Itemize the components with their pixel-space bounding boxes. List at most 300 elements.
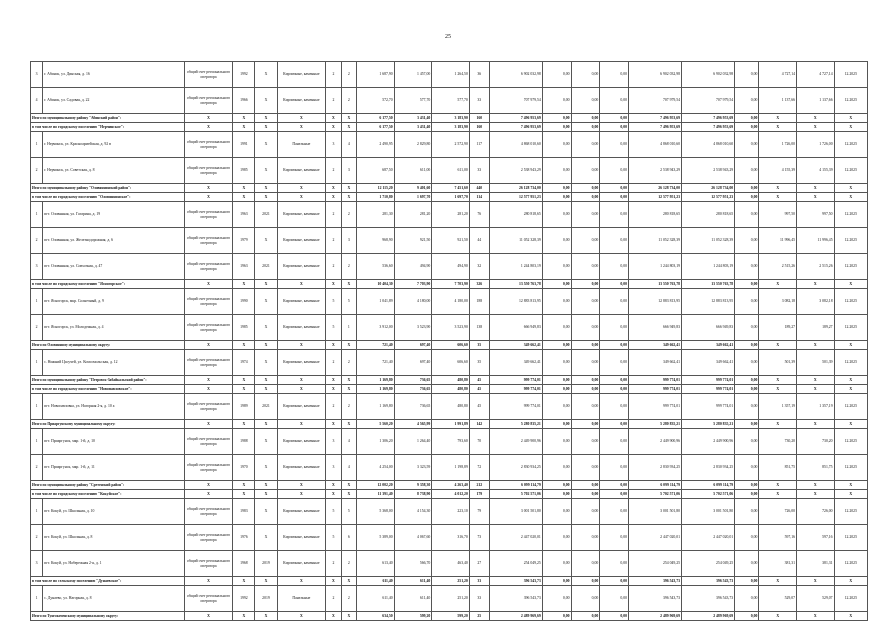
table-cell: 1 169,80 [357,376,395,385]
table-cell: 597,16 [759,525,797,551]
table-cell: Х [834,577,867,586]
table-cell: 0,00 [600,158,629,184]
table-cell: Х [184,114,233,123]
table-cell: Х [233,341,255,350]
table-cell: 2021 [255,202,277,228]
table-cell: 396 543,73 [629,577,682,586]
table-cell: Х [834,385,867,394]
table-cell: 1 [31,289,43,315]
table-cell: 12.2025 [834,455,867,481]
table-cell: 3 001 501,80 [489,499,542,525]
table-cell: общий счет регионального оператора [184,132,233,158]
table-cell: 13 550 763,78 [629,280,682,289]
table-cell: Х [797,612,835,621]
table-cell: 0,00 [600,289,629,315]
table-cell: 1 457,00 [394,62,432,88]
table-cell: Кирпичные, каменные [277,228,326,254]
table-cell: 2 [326,394,341,420]
table-cell: 4 155,39 [797,158,835,184]
table-cell: пгт. Новопавловка, ул. Нагорная 2-я, д. 10 а [43,394,185,420]
table-cell: 3 001 501,80 [682,499,735,525]
table-cell: 611,40 [394,586,432,612]
table-cell: 1 [31,132,43,158]
table-cell: Х [255,132,277,158]
table-cell: Х [255,289,277,315]
table-cell: 5 702 571,06 [682,490,735,499]
table-cell: 0,00 [600,132,629,158]
table-cell: 1 264,40 [394,429,432,455]
table-cell: 0,00 [735,123,759,132]
table-cell: Х [255,280,277,289]
table-cell: 0,00 [600,350,629,376]
table-cell: 0,00 [571,551,600,577]
table-cell: 2 830 934,25 [682,455,735,481]
table-cell: 45 [469,385,489,394]
table-body [31,62,868,621]
table-cell: Х [834,376,867,385]
table-cell: общий счет регионального оператора [184,455,233,481]
table-cell: 4 155,39 [759,158,797,184]
table-cell: 1 357,19 [759,394,797,420]
table-cell: Х [797,184,835,193]
table-cell: 501,39 [759,350,797,376]
table-cell: с. Дунаево, ул. Нагорная, д. 8 [43,586,185,612]
table-cell: 1992 [233,586,255,612]
table-cell: пгт. Ясногорск, ул. Молодежная, д. 4 [43,315,185,341]
table-cell: 5 389,00 [357,525,395,551]
table-cell: 0,00 [600,586,629,612]
table-cell: 1983 [233,499,255,525]
total-row [31,481,868,490]
table-cell: 160 [469,123,489,132]
table-cell: 0,00 [571,280,600,289]
table-cell: 3 523,90 [394,315,432,341]
table-row [31,525,868,551]
table-cell: 577,70 [432,88,470,114]
group-label: Итого по Оловянному муниципальному округу: [31,341,185,350]
table-row [31,586,868,612]
table-cell: Х [341,420,356,429]
group-label: Итого по муниципальному району "Оловяннинский район": [31,184,185,193]
table-cell: 0,00 [542,481,571,490]
table-cell: 0,00 [600,62,629,88]
table-cell: пгт. Приаргунск, мкр. 1-й, д. 11 [43,455,185,481]
table-cell: Х [759,184,797,193]
table-cell: 494,90 [432,254,470,280]
table-cell: 1 726,00 [797,132,835,158]
table-cell: 0,00 [542,612,571,621]
table-cell: Х [233,385,255,394]
table-cell: 7 496 953,69 [629,114,682,123]
table-cell: 606,60 [432,341,470,350]
table-cell: 11 052 328,39 [489,228,542,254]
table-cell: 2019 [255,551,277,577]
table-cell: 921,50 [432,228,470,254]
table-cell: 4 [31,88,43,114]
table-cell: 44 [469,228,489,254]
table-cell: Х [797,577,835,586]
table-row [31,88,868,114]
table-cell: 0,00 [735,455,759,481]
table-cell: 280 818,65 [629,202,682,228]
table-cell: 160 [469,114,489,123]
table-cell: 1 169,80 [357,394,395,420]
table-cell: 0,00 [571,254,600,280]
table-cell: Х [326,376,341,385]
total-row [31,376,868,385]
table-cell: 0,00 [542,420,571,429]
table-cell: 2 [341,551,356,577]
subtotal-row [31,490,868,499]
table-cell: Х [341,490,356,499]
table-cell: 254 049,25 [629,551,682,577]
table-cell: 0,00 [735,350,759,376]
table-cell: 736,65 [394,385,432,394]
table-cell: 611,40 [357,586,395,612]
table-cell: г. Абинск, ул. Динская, д. 16 [43,62,185,88]
table-cell: 45 [469,394,489,420]
table-cell: Х [834,114,867,123]
table-cell: 0,00 [735,254,759,280]
table-cell: 0,00 [600,525,629,551]
table-cell: 0,00 [600,280,629,289]
table-cell: общий счет регионального оператора [184,202,233,228]
table-cell: 2 538 943,29 [489,158,542,184]
table-cell: 634,50 [357,612,395,621]
table-cell: Х [326,193,341,202]
table-cell: 6 902 032,98 [629,62,682,88]
table-cell: 0,00 [600,315,629,341]
table-cell: 0,00 [571,385,600,394]
table-cell: 2 [31,525,43,551]
table-cell: 2 [326,62,341,88]
table-cell: 0,00 [542,455,571,481]
table-cell: 2 [326,586,341,612]
table-cell: 1 697,70 [432,193,470,202]
table-row [31,394,868,420]
table-cell: Х [341,376,356,385]
table-cell: 0,00 [571,350,600,376]
table-cell: Х [834,481,867,490]
table-cell: 0,00 [735,193,759,202]
table-cell: 36 [469,62,489,88]
table-cell: 7 451,60 [432,184,470,193]
table-cell: 1979 [233,228,255,254]
table-cell: 0,00 [600,612,629,621]
table-cell: Х [255,114,277,123]
table-cell: 1 [31,429,43,455]
table-cell: 12 577 951,23 [629,193,682,202]
table-cell: 1 137,66 [759,88,797,114]
table-cell: 281,20 [432,202,470,228]
table-cell: 999 774,01 [682,376,735,385]
table-cell: Х [277,385,326,394]
table-cell: 4 180,00 [432,289,470,315]
table-cell: 72 [469,455,489,481]
table-cell: 6 902 032,98 [682,62,735,88]
table-cell: 611,00 [432,158,470,184]
table-cell: 4 868 010,60 [629,132,682,158]
table-cell: 1 244 803,19 [489,254,542,280]
table-cell: 5 280 835,21 [629,420,682,429]
table-cell: Х [759,376,797,385]
table-cell: 0,00 [571,193,600,202]
table-cell: 1 [31,586,43,612]
table-cell: 0,00 [571,341,600,350]
table-cell: Х [759,280,797,289]
table-cell: Х [184,123,233,132]
table-cell: Х [255,184,277,193]
table-cell: 463,40 [432,551,470,577]
table-cell: 4 868 010,60 [682,132,735,158]
group-label: Итого по муниципальному району "Абинский район": [31,114,185,123]
table-cell: пгт. Оловянная, ул. Железнодорожная, д. 6 [43,228,185,254]
table-cell: 12 883 813,95 [629,289,682,315]
table-cell: 5 [326,525,341,551]
table-cell: 4 565,99 [394,420,432,429]
table-cell: 3 183,90 [432,123,470,132]
table-cell: 0,00 [571,289,600,315]
table-cell: 12.2025 [834,132,867,158]
table-cell: Панельные [277,132,326,158]
table-cell: Кирпичные, каменные [277,525,326,551]
table-cell: 0,00 [735,490,759,499]
table-cell: 349 662,41 [682,341,735,350]
table-cell: 2 572,90 [432,132,470,158]
table-cell: 0,00 [600,455,629,481]
table-cell: 0,00 [542,132,571,158]
table-cell: 1990 [233,289,255,315]
total-row [31,184,868,193]
table-cell: 26 128 734,00 [682,184,735,193]
table-cell: 0,00 [542,193,571,202]
table-cell: общий счет регионального оператора [184,394,233,420]
table-cell: 349 662,41 [489,341,542,350]
table-cell: 5 702 571,06 [489,490,542,499]
table-cell: Кирпичные, каменные [277,455,326,481]
table-cell: общий счет регионального оператора [184,429,233,455]
table-cell: Х [834,193,867,202]
table-cell: пгт. Кокуй, ул. Школьная, д. 8 [43,525,185,551]
table-cell: 999 774,01 [629,394,682,420]
table-cell: 1 710,80 [357,193,395,202]
table-cell: 142 [469,420,489,429]
table-cell: Х [759,114,797,123]
table-cell: 707 979,54 [629,88,682,114]
table-cell: 0,00 [735,420,759,429]
table-cell: Х [797,280,835,289]
table-cell: Х [184,376,233,385]
table-cell: 0,00 [600,193,629,202]
table-cell: общий счет регионального оператора [184,158,233,184]
table-cell: 0,00 [571,123,600,132]
table-cell: Панельные [277,586,326,612]
table-cell: 189,27 [759,315,797,341]
table-cell: 599,20 [432,612,470,621]
table-cell: 2 [341,202,356,228]
table-cell: 999 774,01 [629,385,682,394]
table-cell: 999 774,01 [682,385,735,394]
table-cell: 12.2025 [834,202,867,228]
table-cell: 12.2025 [834,158,867,184]
table-cell: 0,00 [542,202,571,228]
table-cell: 0,00 [571,394,600,420]
table-cell: 1988 [233,429,255,455]
table-cell: 13 550 763,78 [489,280,542,289]
table-cell: Х [255,158,277,184]
table-cell: 4 868 010,60 [489,132,542,158]
group-label: в том числе по городскому поселению "Новопавловское": [31,385,185,394]
table-cell: 0,00 [571,481,600,490]
table-cell: пгт. Оловянная, ул. Гагарина, д. 19 [43,202,185,228]
table-cell: 11 052 328,39 [629,228,682,254]
table-cell: 0,00 [600,429,629,455]
table-row [31,158,868,184]
table-cell: 381,31 [797,551,835,577]
table-cell: Х [341,341,356,350]
table-cell: 613,40 [357,551,395,577]
table-cell: общий счет регионального оператора [184,254,233,280]
table-cell: 0,00 [600,341,629,350]
table-cell: 2 830 934,25 [489,455,542,481]
table-cell: 707 979,54 [682,88,735,114]
table-cell: Х [759,385,797,394]
subtotal-row [31,123,868,132]
group-label: Итого по муниципальному району "Сретенский район": [31,481,185,490]
table-cell: 3 [341,158,356,184]
group-label: в том числе по сельскому поселению "Дунаевское": [31,577,185,586]
table-cell: 0,00 [571,315,600,341]
table-cell: Х [797,376,835,385]
table-row [31,289,868,315]
table-cell: Х [797,490,835,499]
table-cell: пгт. Приаргунск, мкр. 1-й, д. 10 [43,429,185,455]
table-cell: Х [797,193,835,202]
table-cell: Х [255,455,277,481]
table-cell: 1 [341,315,356,341]
table-cell: 0,00 [600,385,629,394]
table-cell: 0,00 [542,499,571,525]
table-cell: 33 [469,88,489,114]
table-cell: Х [255,88,277,114]
table-cell: 611,00 [394,158,432,184]
table-row [31,551,868,577]
table-cell: общий счет регионального оператора [184,350,233,376]
table-cell: 3 [326,132,341,158]
table-cell: 666 949,83 [489,315,542,341]
table-cell: 2 830 934,25 [629,455,682,481]
table-cell: 12 577 951,23 [489,193,542,202]
table-cell: 1970 [233,455,255,481]
table-cell: 2 [326,88,341,114]
table-cell: 968,90 [357,228,395,254]
table-cell: 2 [341,62,356,88]
table-cell: Х [797,341,835,350]
table-cell: 3 [31,254,43,280]
table-cell: 1976 [233,525,255,551]
table-cell: 5 280 835,21 [682,420,735,429]
table-cell: 726,00 [759,499,797,525]
group-label: в том числе по городскому поселению "Оловяннинское": [31,193,185,202]
table-cell: Кирпичные, каменные [277,202,326,228]
table-cell: 0,00 [542,394,571,420]
table-cell: 0,00 [735,315,759,341]
table-cell: Кирпичные, каменные [277,394,326,420]
table-cell: Х [759,481,797,490]
table-cell: 0,00 [542,350,571,376]
table-cell: 0,00 [571,62,600,88]
group-label: Итого по Тунгокоченскому муниципальному округу: [31,612,185,621]
table-cell: 501,39 [797,350,835,376]
table-cell: 0,00 [542,577,571,586]
table-cell: 349 662,41 [682,350,735,376]
table-cell: Х [233,123,255,132]
group-label: Итого по муниципальному району "Петровск-Забайкальский район": [31,376,185,385]
table-cell: 73 [469,525,489,551]
table-cell: 2 [341,254,356,280]
table-cell: 396 543,73 [682,577,735,586]
table-cell: Кирпичные, каменные [277,499,326,525]
table-cell: 2 538 943,29 [629,158,682,184]
table-row [31,499,868,525]
table-cell: 921,50 [394,228,432,254]
table-cell: 45 [469,376,489,385]
table-cell: 1968 [233,551,255,577]
table-cell: 4 154,30 [394,499,432,525]
table-cell: 2021 [255,254,277,280]
table-cell: 997,50 [759,202,797,228]
table-cell: 1 726,00 [759,132,797,158]
table-cell: Х [341,193,356,202]
table-cell: Х [255,341,277,350]
table-cell: общий счет регионального оператора [184,586,233,612]
table-cell: 721,40 [357,350,395,376]
table-cell: 12.2025 [834,586,867,612]
group-label: в том числе по городскому поселению "Кокуйское": [31,490,185,499]
table-cell: 12.2025 [834,254,867,280]
table-cell: 3 082,18 [759,289,797,315]
table-cell: 0,00 [571,525,600,551]
table-cell: 5 702 571,06 [629,490,682,499]
table-cell: 1 [31,350,43,376]
table-cell: Х [255,123,277,132]
table-cell: 2 [31,158,43,184]
table-cell: 3 323,59 [394,455,432,481]
table-cell: 1 697,70 [394,193,432,202]
table-cell: Х [184,490,233,499]
table-cell: 1 137,66 [797,88,835,114]
document-table-wrap [30,61,868,621]
table-cell: 7 496 953,69 [489,123,542,132]
table-cell: 12.2025 [834,62,867,88]
table-cell: Х [184,481,233,490]
table-cell: 4 263,40 [432,481,470,490]
table-cell: Х [255,376,277,385]
table-cell: Х [184,420,233,429]
table-cell: 851,75 [759,455,797,481]
table-cell: 326 [469,280,489,289]
table-cell: 2 [31,455,43,481]
table-cell: 2 [326,551,341,577]
table-cell: пгт. Ясногорск, мкр. Солнечный, д. 9 [43,289,185,315]
table-cell: Х [834,280,867,289]
table-cell: общий счет регионального оператора [184,499,233,525]
table-cell: Х [341,481,356,490]
table-cell: Х [184,184,233,193]
table-cell: Х [184,193,233,202]
table-cell: 280 818,65 [682,202,735,228]
table-cell: 1 [31,499,43,525]
